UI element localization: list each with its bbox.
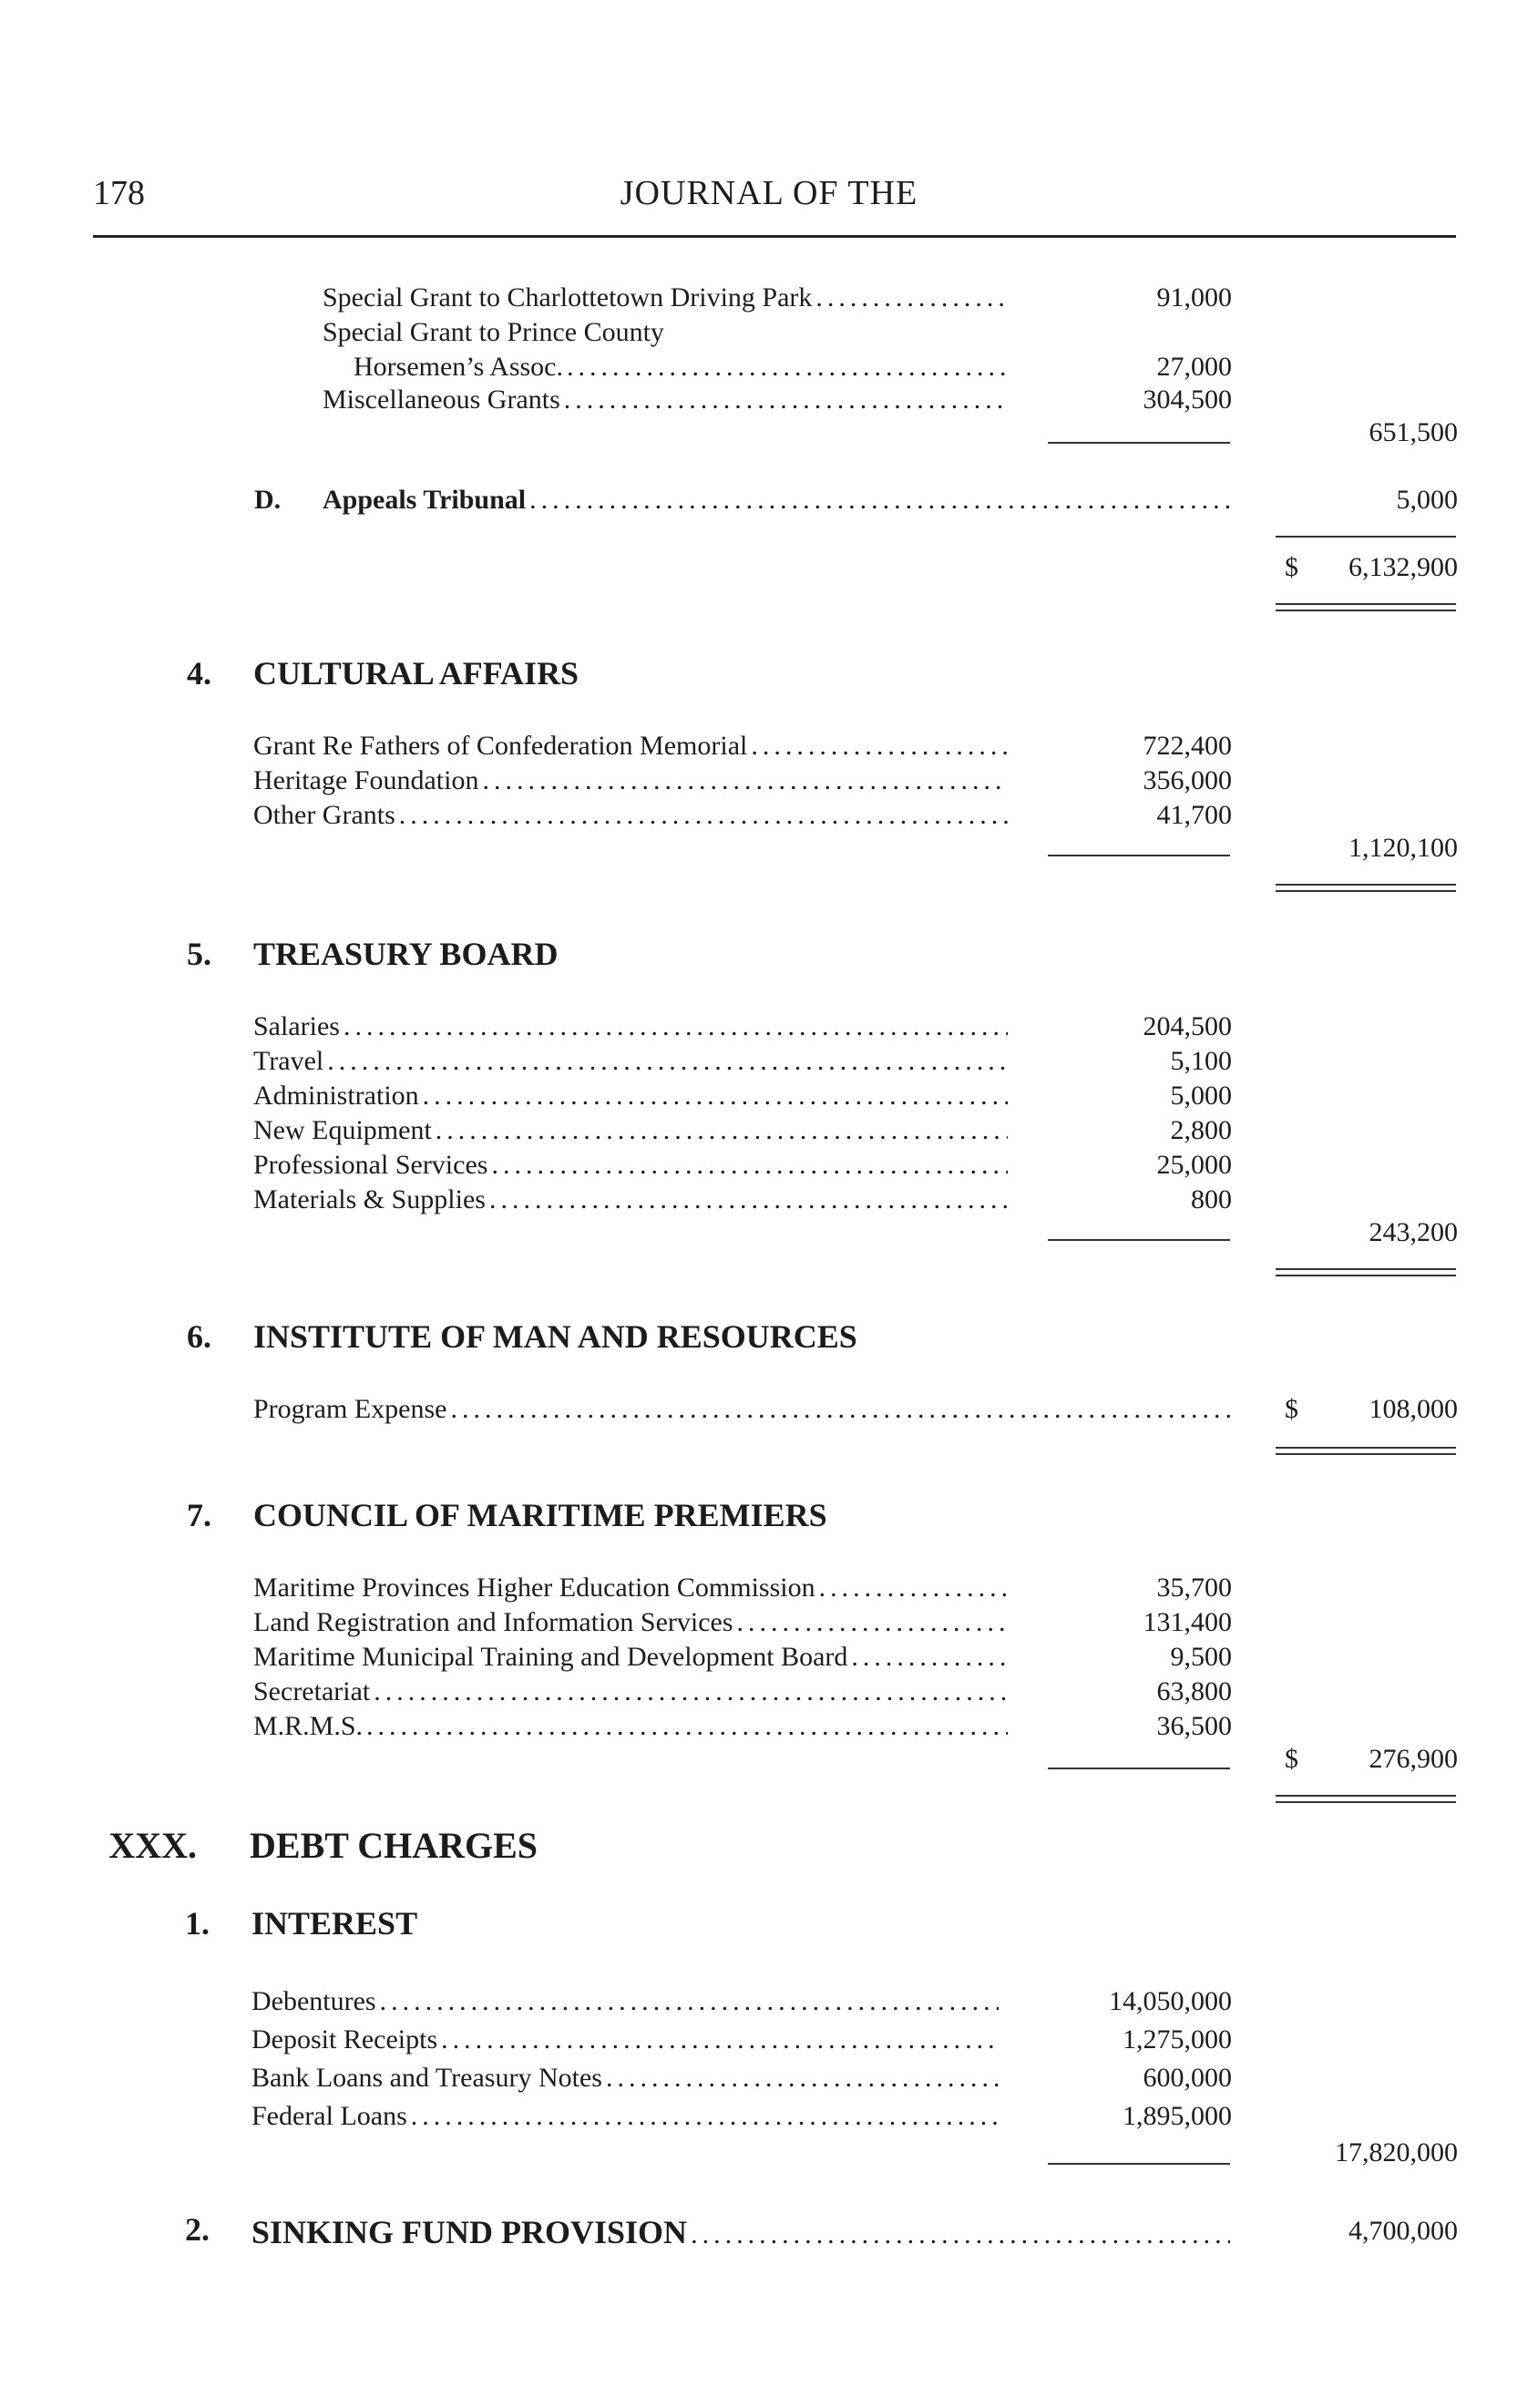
section-title: TREASURY BOARD (253, 936, 559, 972)
section-total: 276,900 (1369, 1744, 1458, 1774)
line-item: Maritime Municipal Training and Development Board ..... (253, 1640, 1008, 1675)
section-total: 17,820,000 (1335, 2137, 1458, 2167)
section-title: COUNCIL OF MARITIME PREMIERS (253, 1497, 827, 1533)
currency-sign: $ (1285, 552, 1298, 582)
line-item: Materials & Supplies ..... (253, 1183, 1008, 1217)
line-item: New Equipment ..... (253, 1113, 1008, 1148)
page-number: 178 (93, 174, 145, 212)
section-number: 2. (185, 2211, 210, 2248)
section-number: 5. (187, 936, 211, 972)
line-item: Other Grants ..... (253, 798, 1008, 833)
line-item: Special Grant to Charlottetown Driving Park ..... (323, 281, 1008, 315)
line-amount: 5,100 (1170, 1046, 1232, 1076)
section-title: CULTURAL AFFAIRS (253, 655, 579, 692)
currency-sign: $ (1285, 1394, 1298, 1424)
double-rule (1276, 884, 1456, 892)
section-number: 6. (187, 1318, 211, 1355)
section-total: 651,500 (1369, 417, 1458, 447)
subtotal-rule (1048, 855, 1230, 856)
line-item: Appeals Tribunal ..... (323, 483, 1230, 517)
double-rule (1276, 603, 1456, 611)
line-amount: 25,000 (1156, 1150, 1232, 1180)
double-rule (1276, 1447, 1456, 1455)
line-item: Special Grant to Prince County (323, 317, 664, 347)
section-total: 1,120,100 (1348, 833, 1458, 863)
subtotal-rule (1048, 1239, 1230, 1241)
major-section-title: DEBT CHARGES (250, 1825, 538, 1866)
line-amount: 356,000 (1143, 765, 1232, 795)
line-item: Deposit Receipts ..... (251, 2023, 999, 2057)
section-number: 1. (185, 1905, 210, 1942)
line-item: M.R.M.S. ..... (253, 1709, 1008, 1744)
subsection-letter: D. (254, 485, 282, 515)
section-title: INTEREST (251, 1905, 418, 1942)
line-item: Salaries ..... (253, 1009, 1008, 1044)
line-amount: 27,000 (1156, 352, 1232, 382)
line-item: Administration ..... (253, 1079, 1008, 1113)
subtotal-rule (1048, 2163, 1230, 2165)
line-item: Heritage Foundation ..... (253, 763, 1008, 798)
line-item: Grant Re Fathers of Confederation Memorial ..... (253, 729, 1008, 763)
double-rule (1276, 1268, 1456, 1276)
line-amount: 304,500 (1143, 384, 1232, 415)
line-item: Travel ..... (253, 1044, 1008, 1079)
line-item: Secretariat ..... (253, 1675, 1008, 1709)
subtotal-rule (1048, 1768, 1230, 1769)
journal-title: JOURNAL OF THE (620, 174, 918, 212)
section-total: 243,200 (1369, 1217, 1458, 1247)
line-amount: 36,500 (1156, 1711, 1232, 1741)
line-amount: 1,895,000 (1123, 2101, 1232, 2131)
section-number: 7. (187, 1497, 211, 1533)
subtotal-rule (1048, 442, 1230, 444)
line-amount: 5,000 (1170, 1081, 1232, 1111)
line-item: Miscellaneous Grants ..... (323, 383, 1008, 417)
section-title: INSTITUTE OF MAN AND RESOURCES (253, 1318, 857, 1355)
line-amount: 41,700 (1156, 800, 1232, 830)
line-item: Bank Loans and Treasury Notes ..... (251, 2061, 999, 2095)
line-amount: 2,800 (1170, 1115, 1232, 1145)
line-item: Land Registration and Information Services ..... (253, 1605, 1008, 1640)
section-total: 5,000 (1396, 485, 1458, 515)
double-rule (1276, 1795, 1456, 1803)
header-rule (93, 235, 1456, 238)
section-total: 4,700,000 (1348, 2216, 1458, 2246)
line-item: Program Expense ..... (253, 1392, 1230, 1427)
line-item: Horsemen’s Assoc. ..... (354, 350, 1008, 384)
section-number: 4. (187, 655, 211, 692)
currency-sign: $ (1285, 1744, 1298, 1774)
section-total: 108,000 (1369, 1394, 1458, 1424)
line-amount: 722,400 (1143, 731, 1232, 761)
line-item: SINKING FUND PROVISION ..... (251, 2212, 1230, 2252)
line-amount: 800 (1191, 1184, 1232, 1214)
line-amount: 204,500 (1143, 1011, 1232, 1041)
line-amount: 600,000 (1143, 2063, 1232, 2093)
major-section-number: XXX. (108, 1825, 197, 1866)
line-amount: 9,500 (1170, 1642, 1232, 1672)
line-item: Debentures ..... (251, 1984, 999, 2019)
line-item: Professional Services ..... (253, 1148, 1008, 1183)
line-amount: 131,400 (1143, 1607, 1232, 1637)
total-rule (1276, 536, 1456, 538)
line-amount: 91,000 (1156, 282, 1232, 313)
line-amount: 63,800 (1156, 1676, 1232, 1706)
line-item: Maritime Provinces Higher Education Commission ..... (253, 1571, 1008, 1605)
line-amount: 14,050,000 (1109, 1986, 1232, 2016)
grand-total: 6,132,900 (1348, 552, 1458, 582)
line-amount: 35,700 (1156, 1573, 1232, 1603)
line-amount: 1,275,000 (1123, 2024, 1232, 2054)
line-item: Federal Loans ..... (251, 2099, 999, 2134)
